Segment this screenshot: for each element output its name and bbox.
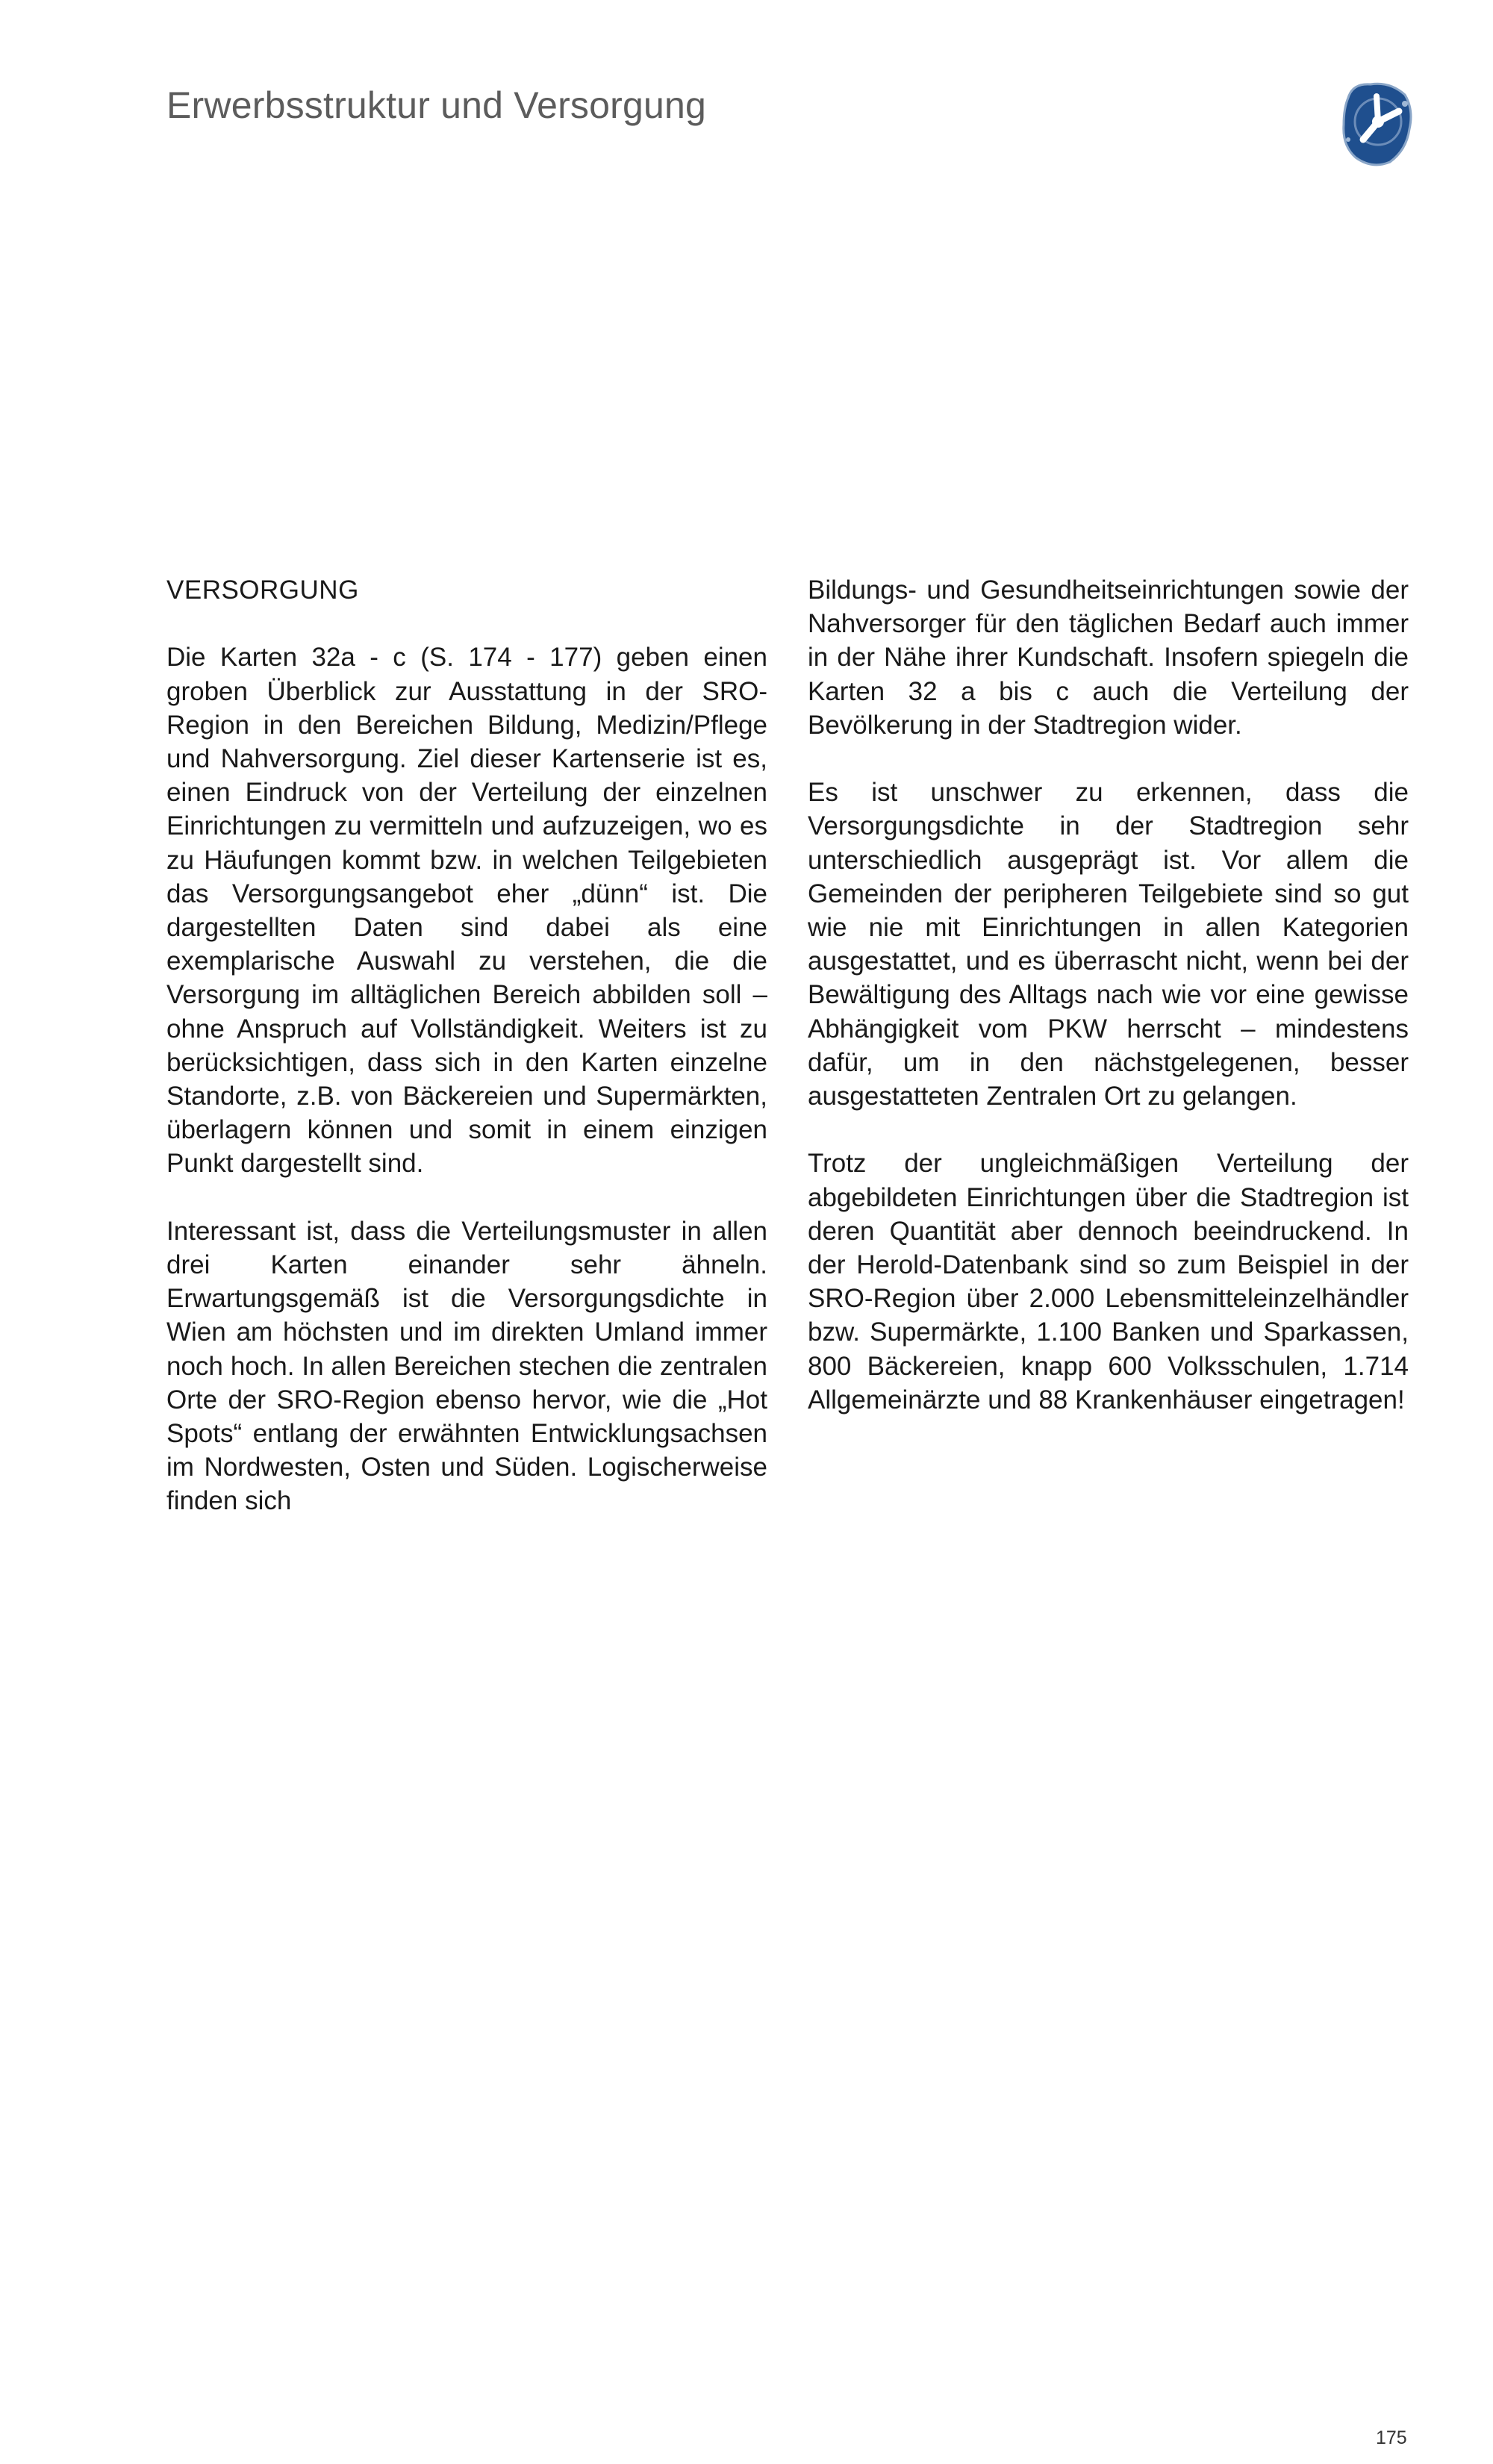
propeller-globe-icon xyxy=(1338,77,1414,168)
text-column-right xyxy=(808,573,1409,1450)
paragraph: Es ist unschwer zu erkennen, dass die Versorgungsdichte in der Stadtregion sehr unterschiedlich ausgeprägt ist. Vor allem die Gemeinden der peripheren Teilgebiete sind so gut wie nie mit Einrichtungen in allen Kategorien ausgestattet, und es überrascht nicht, wenn bei der Bewältigung des Alltags nach wie vor eine gewisse Abhängigkeit vom PKW herrscht – mindestens dafür, um in den nächstgelegenen, besser ausgestatteten Zentralen Ort zu gelangen. xyxy=(808,778,1409,1111)
text-column-left xyxy=(166,573,767,1552)
paragraph: Die Karten 32a - c (S. 174 - 177) geben einen groben Überblick zur Ausstattung in der SRO-Region in den Bereichen Bildung, Medizin/Pflege und Nahversorgung. Ziel dieser Kartenserie ist es, einen Eindruck von der Verteilung der einzelnen Einrichtungen zu vermitteln und aufzuzeigen, wo es zu Häufungen kommt bzw. in welchen Teilgebieten das Versorgungsangebot eher „dünn“ ist. Die dargestellten Daten sind dabei als eine exemplarische Auswahl zu verstehen, die die Versorgung im alltäglichen Bereich abbilden soll – ohne Anspruch auf Vollständigkeit. Weiters ist zu berücksichtigen, dass sich in den Karten einzelne Standorte, z.B. von Bäckereien und Supermärkten, überlagern können und somit in einem einzigen Punkt dargestellt sind. xyxy=(166,643,767,1179)
section-heading: VERSORGUNG xyxy=(166,576,359,605)
page-header-title: Erwerbsstruktur und Versorgung xyxy=(166,84,707,126)
paragraph: Bildungs- und Gesundheitseinrichtungen sowie der Nahversorger für den täglichen Bedarf auch immer in der Nähe ihrer Kundschaft. Insofern spiegeln die Karten 32 a bis c auch die Verteilung der Bevölkerung in der Stadtregion wider. xyxy=(808,576,1409,740)
paragraph: Interessant ist, dass die Verteilungsmuster in allen drei Karten einander sehr ähneln. Erwartungsgemäß ist die Versorgungsdichte in Wien am höchsten und im direkten Umland immer noch hoch. In allen Bereichen stechen die zentralen Orte der SRO-Region ebenso hervor, wie die „Hot Spots“ entlang der erwähnten Entwicklungsachsen im Nordwesten, Osten und Süden. Logischerweise finden sich xyxy=(166,1216,767,1516)
page-number: 175 xyxy=(1376,2427,1407,2448)
paragraph: Trotz der ungleichmäßigen Verteilung der abgebildeten Einrichtungen über die Stadtregion ist deren Quantität aber dennoch beeindruckend. In der Herold-Datenbank sind so zum Beispiel in der SRO-Region über 2.000 Lebensmitteleinzelhändler bzw. Supermärkte, 1.100 Banken und Sparkassen, 800 Bäckereien, knapp 600 Volksschulen, 1.714 Allgemeinärzte und 88 Krankenhäuser eingetragen! xyxy=(808,1149,1409,1415)
